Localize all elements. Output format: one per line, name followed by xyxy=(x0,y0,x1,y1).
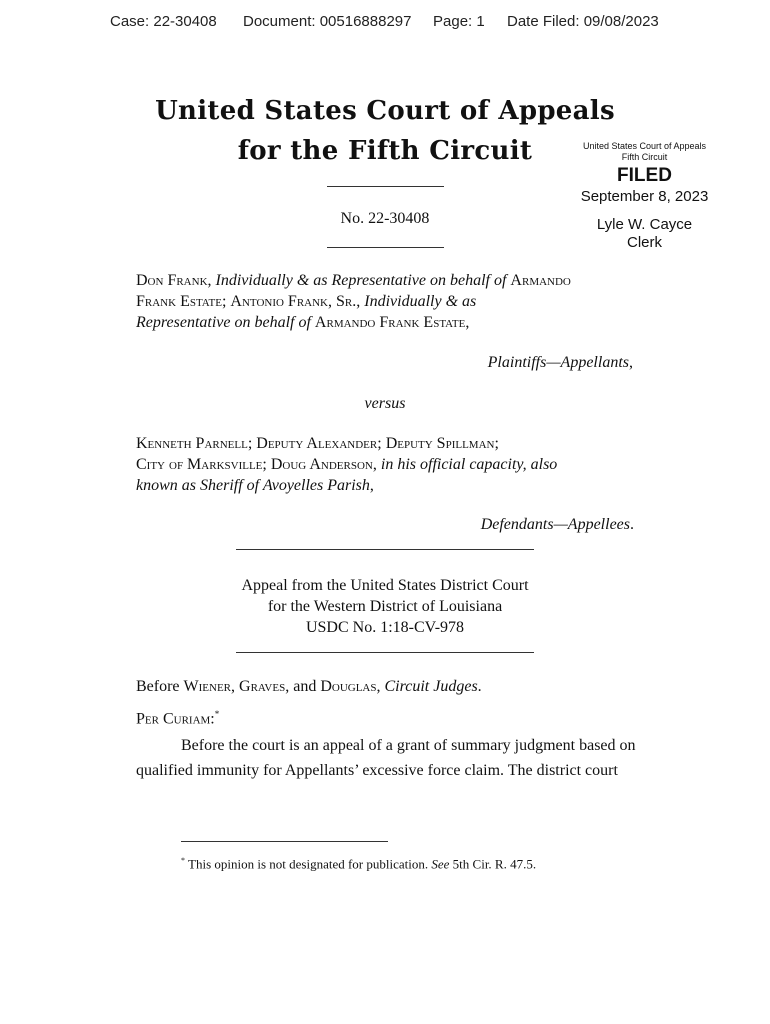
court-title: United States Court of Appeals xyxy=(155,96,615,126)
footnote-rule-cite: 5th Cir. R. 47.5. xyxy=(452,856,537,872)
per-curiam-label: Per Curiam: xyxy=(136,710,215,728)
appeal-line: for the Western District of Louisiana xyxy=(267,598,503,615)
defendant-name: Kenneth Parnell xyxy=(136,435,248,452)
judge-title: Circuit Judges xyxy=(384,678,478,695)
court-subtitle: for the Fifth Circuit xyxy=(237,136,533,166)
stamp-clerk-title: Clerk xyxy=(626,234,662,251)
stamp-clerk-name: Lyle W. Cayce xyxy=(596,216,693,233)
defendants-caption: Kenneth Parnell; Deputy Alexander; Deputy Spillman; City of Marksville; Doug Anderson, in his official capacity, also known as Sheriff of Avoyelles Parish, xyxy=(136,435,558,494)
per-curiam xyxy=(136,704,219,729)
plaintiff-role: Individually & as xyxy=(364,293,477,310)
footnote-rule xyxy=(181,841,388,842)
case-number-header: Case: 22-30408 xyxy=(110,13,217,30)
footnote xyxy=(181,856,536,872)
defendant-name: Deputy Spillman xyxy=(385,435,495,452)
opinion-line: Before the court is an appeal of a grant of summary judgment based on xyxy=(181,737,636,754)
defendant-role: in his official capacity, also xyxy=(380,456,558,473)
versus-label xyxy=(285,393,485,414)
judge-name: Graves xyxy=(239,678,286,695)
estate-name: Armando xyxy=(510,272,571,289)
divider xyxy=(236,652,534,653)
appeal-from-block xyxy=(185,575,585,638)
defendants-designation: Defendants—Appellees. xyxy=(480,516,634,533)
case-number: No. 22-30408 xyxy=(340,210,430,227)
footnote-see: See xyxy=(431,856,450,872)
date-filed-header: Date Filed: 09/08/2023 xyxy=(507,13,659,30)
plaintiffs-designation: Plaintiffs—Appellants, xyxy=(487,354,633,371)
judge-name: Wiener xyxy=(183,678,232,695)
divider xyxy=(327,186,444,187)
stamp-status: FILED xyxy=(617,165,672,186)
stamp-circuit: Fifth Circuit xyxy=(621,152,668,162)
designation-text: Plaintiffs—Appellants xyxy=(487,354,629,371)
plaintiff-role: Individually & as Representative on behalf of xyxy=(215,272,507,289)
plaintiffs-caption: Don Frank, Individually & as Representative on behalf of Armando Frank Estate; Antonio Frank, Sr., Individually & as Representative on behalf of Armando Frank Estate, xyxy=(136,272,571,331)
footnote-text: This opinion is not designated for publication. xyxy=(188,856,429,872)
plaintiff-name: Antonio Frank, Sr. xyxy=(230,293,357,310)
designation-text: Defendants—Appellees xyxy=(480,516,630,533)
divider xyxy=(327,247,444,248)
stamp-court: United States Court of Appeals xyxy=(582,141,707,151)
plaintiff-name: Don Frank xyxy=(136,272,208,289)
opinion-line: qualified immunity for Appellants’ excessive force claim. The district court xyxy=(136,762,618,779)
footnote-marker: * xyxy=(214,709,220,719)
estate-name: Frank Estate xyxy=(136,293,222,310)
page-number-header: Page: 1 xyxy=(433,13,485,30)
versus-text: versus xyxy=(364,395,406,412)
document-number-header: Document: 00516888297 xyxy=(243,13,412,30)
plaintiff-role: Representative on behalf of xyxy=(136,314,311,331)
panel-line: Before Wiener, Graves, and Douglas, Circuit Judges. xyxy=(136,678,482,695)
appeal-line: USDC No. 1:18-CV-978 xyxy=(305,619,465,636)
defendant-name: City of Marksville xyxy=(136,456,263,473)
defendant-role: known as Sheriff of Avoyelles Parish xyxy=(136,477,370,494)
defendant-name: Doug Anderson xyxy=(270,456,373,473)
divider xyxy=(236,549,534,550)
judge-name: Douglas xyxy=(320,678,377,695)
panel-and: and xyxy=(293,678,317,695)
estate-name: Armando Frank Estate xyxy=(314,314,466,331)
stamp-date: September 8, 2023 xyxy=(580,188,709,205)
filed-stamp xyxy=(572,141,717,252)
appeal-line: Appeal from the United States District Court xyxy=(241,577,529,594)
footnote-marker: * xyxy=(181,856,185,865)
defendant-name: Deputy Alexander xyxy=(256,435,378,452)
panel-before: Before xyxy=(136,678,180,695)
